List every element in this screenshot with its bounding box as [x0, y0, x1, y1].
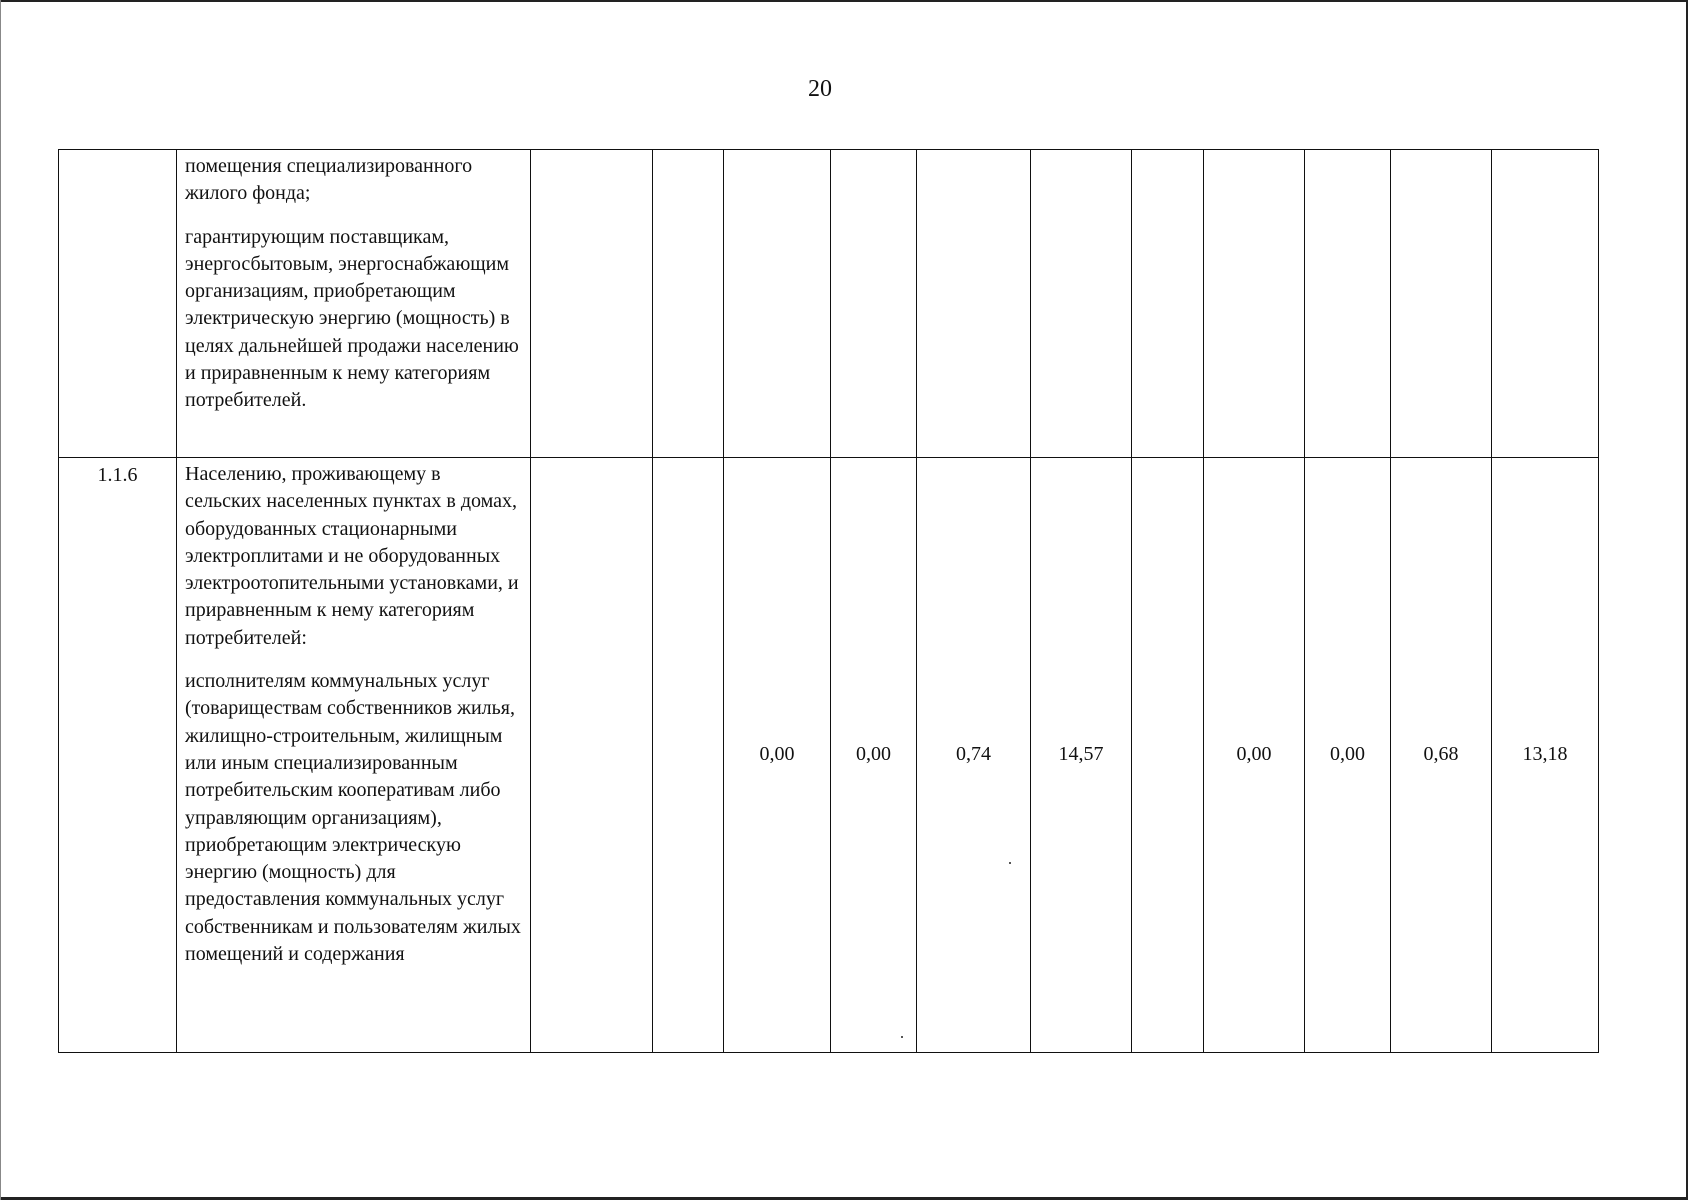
value-cell [1305, 458, 1391, 1053]
value-cell [1132, 150, 1204, 458]
value-cell [917, 458, 1031, 1053]
value-text: 14,57 [1058, 743, 1104, 766]
value-cell [917, 150, 1031, 458]
value-cell [531, 150, 653, 458]
row-number-cell [59, 458, 177, 1053]
description-paragraph: Населению, проживающему в сельских населенных пунктах в домах, оборудованных стационарными электроплитами и не оборудованных электроотопительными установками, и приравненным к нему категориям потребителей: [185, 463, 519, 649]
value-text: 0,00 [1330, 743, 1365, 766]
value-text: 0,00 [759, 743, 795, 766]
value-cell [1204, 458, 1305, 1053]
value-cell [1204, 150, 1305, 458]
value-text: 0,00 [1236, 743, 1272, 766]
value-cell [1305, 150, 1391, 458]
value-cell [1031, 150, 1132, 458]
table-row [59, 458, 1599, 1053]
description-paragraph: гарантирующим поставщикам, энергосбытовым, энергоснабжающим организациям, приобретающим электрическую энергию (мощность) в целях дальнейшей продажи населению и приравненным к нему категориям потребителей. [185, 225, 519, 412]
value-cell [1132, 458, 1204, 1053]
row-number: 1.1.6 [97, 464, 138, 486]
value-text: 0,74 [956, 743, 991, 766]
value-cell [724, 458, 831, 1053]
scan-speck [1009, 862, 1011, 864]
value-cell [1492, 150, 1599, 458]
table-row [59, 150, 1599, 458]
page-number: 20 [808, 76, 832, 102]
value-cell [1391, 150, 1492, 458]
tariff-table [58, 149, 1599, 1053]
value-cell [653, 458, 724, 1053]
value-cell [831, 458, 917, 1053]
value-cell [1031, 458, 1132, 1053]
value-cell [1492, 458, 1599, 1053]
page-border-left [0, 0, 1, 1200]
value-cell [724, 150, 831, 458]
value-text: 0,68 [1423, 743, 1459, 766]
row-description-cell [177, 458, 531, 1053]
value-text: 0,00 [856, 743, 891, 766]
value-cell [653, 150, 724, 458]
description-paragraph: помещения специализированного жилого фонда; [185, 155, 473, 205]
row-number-cell [59, 150, 177, 458]
description-paragraph: исполнителям коммунальных услуг (товариществам собственников жилья, жилищно-строительным, жилищным или иным специализированным потребительским кооперативам либо управляющим организациям), приобретающим электрическую энергию (мощность) для предоставления коммунальных услуг собственникам и пользователям жилых помещений и содержания [185, 670, 521, 966]
scan-speck [901, 1036, 903, 1038]
value-cell [831, 150, 917, 458]
value-text: 13,18 [1522, 743, 1568, 766]
value-cell [531, 458, 653, 1053]
row-description-cell [177, 150, 531, 458]
page-border-top [0, 0, 1688, 2]
value-cell [1391, 458, 1492, 1053]
